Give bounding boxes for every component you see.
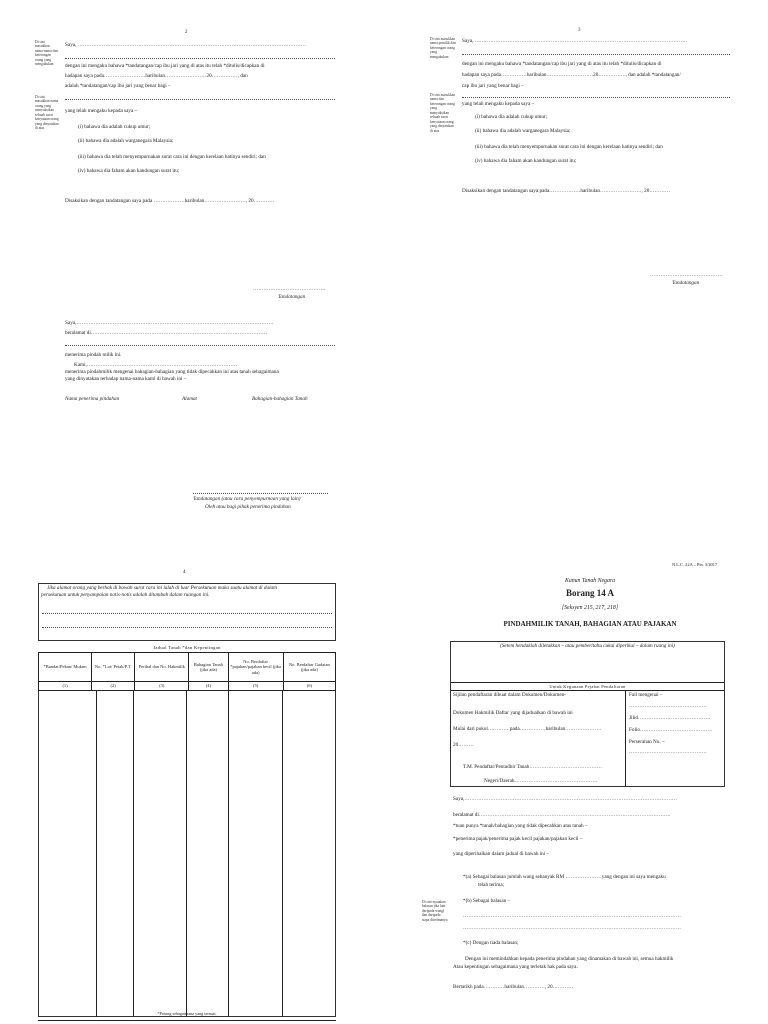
column-label-share: Bahagian-bahagian Tanah — [252, 396, 308, 402]
box-divider — [451, 682, 724, 683]
known-line: yang telah mengaku kepada saya – — [65, 108, 138, 114]
beralamat-line: beralamat di………………………………………………………………………………………………… — [453, 812, 671, 818]
signature-dots — [193, 493, 328, 494]
saya-line: Saya, …………………………………………………………………………………………………………… — [462, 38, 688, 44]
registry-left-line: Dokumen Hakmilik Daftar yang dijadualkan di bawah ini — [453, 710, 573, 716]
stamp-and-registry-box — [450, 641, 725, 787]
schedule-table — [38, 652, 336, 691]
column-number: (5) — [228, 682, 283, 691]
side-note: Di sini masukkan nama dan keterangan orang yang menyaksikan sebuah surat kenyataan orang yang dinyatakan di atas — [430, 93, 456, 133]
dotted-line — [462, 54, 730, 55]
kanun-heading: Kanun Tanah Negara — [564, 578, 616, 584]
registry-left-line: 20……… — [453, 742, 474, 748]
registry-left-line: Negeri/Daerah………………………………………… — [484, 778, 598, 784]
transfer-line-1: Dengan ini memindahkan kepada penerima pindahan yang dinamakan di bawah ini, semua hakmilik — [465, 956, 674, 962]
date-line: Bertarikh pada…………haribulan…………, 20………… — [453, 984, 574, 990]
seksyen-reference: [Seksyen 215, 217, 218] — [561, 605, 619, 611]
signature-label-2: Tandatangan (atau cara penyempurnaan yang lain) — [193, 496, 301, 502]
page-number: 4 — [183, 570, 186, 575]
menerima-line: menerima pindah milik ini. — [65, 352, 122, 358]
registry-right-line: Folio…………………………………… — [629, 727, 713, 733]
witness-line: Disaksikan dengan tandatangan saya pada………………haribulan……………………, 20………… — [462, 188, 671, 194]
table-number-row — [39, 682, 336, 691]
witness-line: Disaksikan dengan tandatangan saya pada ………………haribulan……………………, 20………… — [65, 198, 275, 204]
column-number: (3) — [135, 682, 189, 691]
column-number: (4) — [189, 682, 228, 691]
column-divider — [96, 690, 97, 1017]
declaration-line-2: hadapan saya pada……………haribulan………………………20……………., dan adalah *tandatangan/ — [462, 72, 681, 78]
borang-title: Borang 14 A — [565, 588, 614, 598]
header-cell: No. Berdaftar Gadaian (jika ada) — [283, 653, 335, 682]
item-ii: (ii) bahawa dia adalah warganegara Malaysia; — [475, 128, 571, 134]
schedule-frame — [38, 652, 336, 1017]
dotted-line — [42, 613, 332, 614]
column-divider — [228, 690, 229, 1017]
box-column-divider — [625, 690, 626, 786]
signature-label-3: Oleh atau bagi pihak penerima pindahan — [205, 504, 291, 510]
form-main-title: PINDAHMILIK TANAH, BAHAGIAN ATAU PAJAKAN — [503, 620, 677, 628]
signature-label: Tandatangan — [278, 294, 306, 300]
saya-line-2: Saya,…………………………………………………………………………………………………… — [65, 320, 274, 326]
registry-right-line: Jilid…………………………………… — [629, 715, 711, 721]
option-c-line: *(c) Dengan tiada balasan; — [463, 940, 519, 946]
saya-line: Saya,…………………………………………………………………………………………………………… — [453, 796, 678, 802]
box-divider — [451, 690, 724, 691]
declaration-line-3: adalah *tandatangan/cap ibu jari yang benar bagi – — [65, 83, 171, 89]
footnote: *Potong sebagaimana yang tersuai. — [157, 1011, 217, 1016]
column-number: (6) — [283, 682, 335, 691]
schedule-title: Jadual Tanah *dan Kepentingan — [153, 645, 221, 650]
signature-label: Tandatangan — [672, 280, 700, 286]
transfer-line-2: Atau kepentingan sebagaimana yang terletak hak pada saya. — [453, 964, 578, 970]
dotted-line — [65, 99, 335, 100]
page-number: 3 — [578, 28, 581, 33]
item-ii: (ii) bahawa dia adalah warganegara Malaysia; — [78, 138, 174, 144]
page-number: 2 — [185, 30, 188, 35]
header-cell: Bahagian Tanah (jika ada) — [189, 653, 228, 682]
declaration-line-1: dengan ini mengaku bahawa *tandatangan/cap ibu jari yang di atas itu telah *ditulis/dicapkan di — [462, 61, 662, 67]
column-divider — [282, 690, 283, 1017]
side-note: Di sini masukkan nama orang yang menyaksikan sebuah surat kenyataan orang yang dinyatakan di atas — [35, 95, 59, 131]
tuan-punya-line: *tuan punya *tanah/bahagian yang tidak dipecahkan atas tanah – — [453, 823, 588, 829]
dotted-line — [462, 97, 730, 98]
declaration-line-2: hadapan saya pada……………………haribulan……………………20……………, dan — [65, 73, 248, 79]
jadual-line: yang diperihalkan dalam jadual di bawah ini – — [453, 851, 550, 857]
saya-line: Saya, …………………………………………………………………………………………………………………… — [65, 42, 306, 48]
option-b-dots: ……………………………………………………………………………………………………………… — [463, 913, 681, 919]
registry-right-line: ……………………………………… — [629, 703, 707, 709]
address-box — [38, 583, 336, 641]
beralamat-line: beralamat di………………………………………………………………………………………… — [65, 330, 268, 336]
registry-left-line: T.M. Pendaftar/Pentadbir Tanah…………………………………… — [463, 764, 602, 770]
registry-right-line: ……………………………………… — [629, 749, 707, 755]
box-text-2: persekutuan untuk penyampaian notis-notis adalah ditambah dalam ruangan ini. — [41, 592, 210, 598]
column-label-address: Alamat — [182, 396, 197, 402]
box-text-1: Jika alamat orang yang berhak di bawah surat cara ini ialah di luar Persekutuan maka suatu alamat di dalam — [47, 585, 277, 591]
column-number: (2) — [92, 682, 135, 691]
dotted-line — [42, 627, 332, 628]
dotted-line — [65, 345, 335, 346]
side-note: Di sini masukkan nama pemilik dan keterangan orang yang mengakukan — [430, 37, 456, 59]
header-cell: No. *Lot/ Petak/P.T. — [92, 653, 135, 682]
page-bottom-rule — [38, 1020, 336, 1021]
stamp-note: (Setem hendaklah diletakkan – atau pemberitahu cukai diperikai – dalam ruang ini) — [500, 643, 675, 649]
item-i: (i) bahawa dia adalah cukup umur; — [475, 114, 548, 120]
option-a-line-2: telah terima; — [478, 882, 505, 888]
option-b-dots: ……………………………………………………………………………………………………………… — [463, 925, 681, 931]
header-cell: Perihal dan No. Hakmilik — [135, 653, 189, 682]
form-code: N.L.C. 22A – Pin. 3/2017 — [672, 562, 718, 567]
known-line: yang telah mengaku kepada saya – — [462, 101, 535, 107]
registry-left-line: Sijilan pendaftaran dibuat dalam Dokumen/Dokumen- — [453, 692, 566, 698]
signature-dots: …………………………………… — [253, 286, 326, 292]
option-b-line: *(b) Sebagai balasan – — [463, 898, 511, 904]
kami-line: Kami,…………………………………………………………………………… — [74, 362, 238, 368]
item-iii: (iii) bahawa dia telah menyempurnakan surat cara ini dengan kerelaan hatinya sendiri; dan — [78, 154, 266, 160]
header-cell: *Bandar/Pekan/ Mukim — [39, 653, 92, 682]
option-a-line-1: *(a) Sebagai balasan jumlah wang sebanyak RM …………………yang dengan ini saya mengaku — [463, 874, 666, 880]
item-iv: (iv) bahawa dia faham akan kandungan surat itu; — [475, 158, 577, 164]
header-cell: No. Berdaftar *pajakan/pajakan kecil (jika ada) — [228, 653, 283, 682]
dotted-line — [65, 58, 335, 59]
registry-title: Untuk Kegunaan Pejabat Pendaftaran — [549, 684, 626, 689]
column-divider — [133, 690, 134, 1017]
item-i: (i) bahawa dia adalah cukup umur; — [78, 124, 151, 130]
signature-dots: …………………………………… — [650, 272, 723, 278]
kami-text-1: menerima pindahmilik mengenai bahagian-bahagian yang tidak dipecahkan ini atas tanah sebagaimana — [65, 369, 279, 375]
penerima-line: *penerima pajak/penerima pajak kecil pajakan/pajakan kecil – — [453, 836, 583, 842]
registry-left-line: Mulai dari pukul………… pada……………haribulan………………… — [453, 726, 602, 732]
kami-text-2: yang dinyatakan terhadap nama-nama kami di bawah ini – — [65, 376, 187, 382]
declaration-line-3: cap ibu jari yang benar bagi – — [462, 83, 524, 89]
side-note: Di sini nyatakan balasan jika lain daripada wang) dan daripada siapa diterimanya — [422, 900, 448, 922]
column-label-name: Nama penerima pindahan — [65, 396, 120, 402]
registry-right-line: Fail mengenai – — [629, 692, 663, 698]
item-iv: (iv) bahawa dia faham akan kandungan surat itu; — [78, 168, 180, 174]
table-header-row — [39, 653, 336, 682]
column-divider — [186, 690, 187, 1017]
registry-right-line: Perserahan No. – — [629, 739, 665, 745]
column-number: (1) — [39, 682, 92, 691]
item-iii: (iii) bahawa dia telah menyempurnakan surat cara ini dengan kerelaan hatinya sendiri; dan — [475, 144, 663, 150]
side-note: Di sini masukkan nama-nama dan keterangan orang yang mengakukan — [35, 40, 58, 67]
declaration-line-1: dengan ini mengaku bahawa *tandatangan/cap ibu jari yang di atas itu telah *ditulis/dicapkan di — [65, 63, 265, 69]
